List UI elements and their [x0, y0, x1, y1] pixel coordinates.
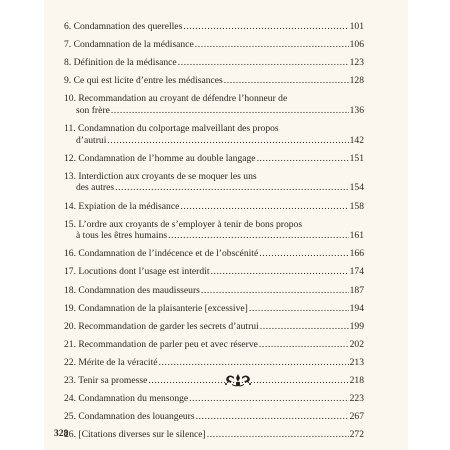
toc-entry: [64, 375, 364, 387]
toc-entry: [64, 321, 364, 333]
dot-leader: [210, 266, 348, 278]
toc-entry-title: à tous les êtres humains: [76, 230, 168, 242]
toc-entry-page: 161: [349, 230, 364, 242]
toc-entry-line: [64, 57, 364, 69]
dot-leader: [178, 57, 349, 69]
toc-entry-line: [64, 393, 364, 405]
toc-entry-page: 123: [349, 57, 364, 69]
toc-entry-page: 151: [349, 152, 364, 164]
toc-entry-page: 101: [349, 21, 364, 32]
toc-entry-page: 199: [349, 320, 364, 332]
toc-entry: [64, 75, 364, 87]
toc-entry: [64, 393, 364, 405]
dot-leader: [180, 201, 348, 213]
toc-entry-line: [64, 375, 364, 387]
page-number: 328: [54, 429, 69, 439]
toc-entry-title: des autres: [76, 182, 115, 194]
toc-entry-title: 23. Tenir sa promesse: [64, 374, 148, 386]
toc-entry: [64, 93, 364, 116]
dot-leader: [201, 285, 349, 297]
toc-entry-line: [64, 321, 364, 333]
toc-entry: [64, 171, 364, 194]
ornament-icon: [224, 373, 252, 387]
toc-entry-title: 7. Condamnation de la médisance: [64, 39, 194, 51]
toc-entry: [64, 21, 364, 33]
toc-entry-page: 202: [349, 338, 364, 350]
toc-entry-line: [64, 285, 364, 297]
toc-entry-title: 14. Expiation de la médisance: [64, 200, 180, 212]
toc-entry: [64, 411, 364, 423]
toc-entry: [64, 285, 364, 297]
toc-entry-title: 12. Condamnation de l’homme au double langage: [64, 152, 256, 164]
toc-entry-title-line: 11. Condamnation du colportage malveillant des propos: [64, 123, 279, 135]
toc-entry-line: [64, 339, 364, 351]
toc-entry: [64, 219, 364, 242]
toc-entry: [64, 153, 364, 165]
toc-entry-page: 194: [349, 302, 364, 314]
dot-leader: [189, 393, 348, 405]
toc-entry-line: [64, 357, 364, 369]
toc-entry-page: 267: [349, 411, 364, 423]
toc-entry-page: 223: [349, 393, 364, 405]
toc-entry-title: 18. Condamnation des maudisseurs: [64, 284, 200, 296]
toc-entry-title: 8. Définition de la médisance: [64, 57, 177, 69]
toc-entry: [64, 357, 364, 369]
toc-entry-title: 25. Condamnation des louangeurs: [64, 411, 195, 423]
toc-entry-title: 26. [Citations diverses sur le silence]: [64, 429, 206, 441]
toc-entry: [64, 39, 364, 51]
toc-entry-line: [64, 248, 364, 260]
dot-leader: [107, 135, 348, 147]
toc-entry-line: [64, 303, 364, 315]
toc-entry-page: 213: [349, 356, 364, 368]
toc-entry-title: 6. Condamnation des querelles: [64, 21, 183, 32]
dot-leader: [207, 429, 349, 441]
toc-entry: [64, 339, 364, 351]
toc-entry: [64, 303, 364, 315]
dot-leader: [257, 153, 349, 165]
toc-entry-line: [64, 153, 364, 165]
toc-entry: [64, 429, 364, 441]
dot-leader: [260, 321, 349, 333]
toc-entry-title-line: 15. L’ordre aux croyants de s’employer à tenir de bons propos: [64, 218, 303, 230]
toc-entry-page: 166: [349, 248, 364, 260]
toc-entry-page: 218: [349, 374, 364, 386]
toc-entry-page: 106: [349, 39, 364, 51]
toc-entry-title: son frère: [76, 104, 110, 116]
toc-entry: [64, 201, 364, 213]
toc-entry-page: 272: [349, 429, 364, 441]
toc-entry-line: [64, 201, 364, 213]
toc-entry-line: [64, 266, 364, 278]
table-of-contents: [64, 21, 364, 447]
toc-entry-line: [64, 429, 364, 441]
dot-leader: [183, 21, 348, 33]
dot-leader: [259, 339, 349, 351]
toc-entry-page: 187: [349, 284, 364, 296]
dot-leader: [111, 105, 349, 117]
toc-entry: [64, 123, 364, 146]
toc-entry-title: 20. Recommandation de garder les secrets d’autrui: [64, 320, 259, 332]
dot-leader: [168, 230, 348, 242]
toc-entry-title: 17. Locutions dont l’usage est interdit: [64, 266, 210, 278]
toc-entry-line: [64, 105, 364, 117]
dot-leader: [196, 411, 349, 423]
toc-entry-title: 22. Mérite de la véracité: [64, 356, 158, 368]
toc-entry-title: 24. Condamnation du mensonge: [64, 393, 189, 405]
toc-entry-title-line: 13. Interdiction aux croyants de se moquer les uns: [64, 170, 257, 182]
toc-entry-line: [64, 411, 364, 423]
toc-entry-page: 174: [349, 266, 364, 278]
dot-leader: [195, 39, 349, 51]
toc-entry-line: [64, 75, 364, 87]
dot-leader: [259, 248, 348, 260]
dot-leader: [249, 303, 349, 315]
toc-entry-title: d’autrui: [76, 134, 107, 146]
toc-entry-page: 142: [349, 134, 364, 146]
toc-entry-line: [64, 230, 364, 242]
toc-entry-line: [64, 135, 364, 147]
toc-entry-title: 19. Condamnation de la plaisanterie [excessive]: [64, 302, 248, 314]
toc-entry-title: 9. Ce qui est licite d’entre les médisances: [64, 75, 223, 87]
toc-entry-page: 154: [349, 182, 364, 194]
toc-entry: [64, 57, 364, 69]
toc-entry-title: 16. Condamnation de l’indécence et de l’obscénité: [64, 248, 259, 260]
dot-leader: [115, 182, 349, 194]
toc-entry: [64, 266, 364, 278]
toc-entry-title: 21. Recommandation de parler peu et avec réserve: [64, 338, 258, 350]
toc-entry-page: 128: [349, 75, 364, 87]
toc-entry-line: [64, 21, 364, 33]
toc-entry-line: [64, 182, 364, 194]
toc-entry-page: 158: [349, 200, 364, 212]
toc-entry-page: 136: [349, 104, 364, 116]
dot-leader: [224, 75, 349, 87]
toc-entry-title-line: 10. Recommandation au croyant de défendre l’honneur de: [64, 93, 288, 105]
toc-entry-line: [64, 39, 364, 51]
toc-entry: [64, 248, 364, 260]
dot-leader: [159, 357, 349, 369]
